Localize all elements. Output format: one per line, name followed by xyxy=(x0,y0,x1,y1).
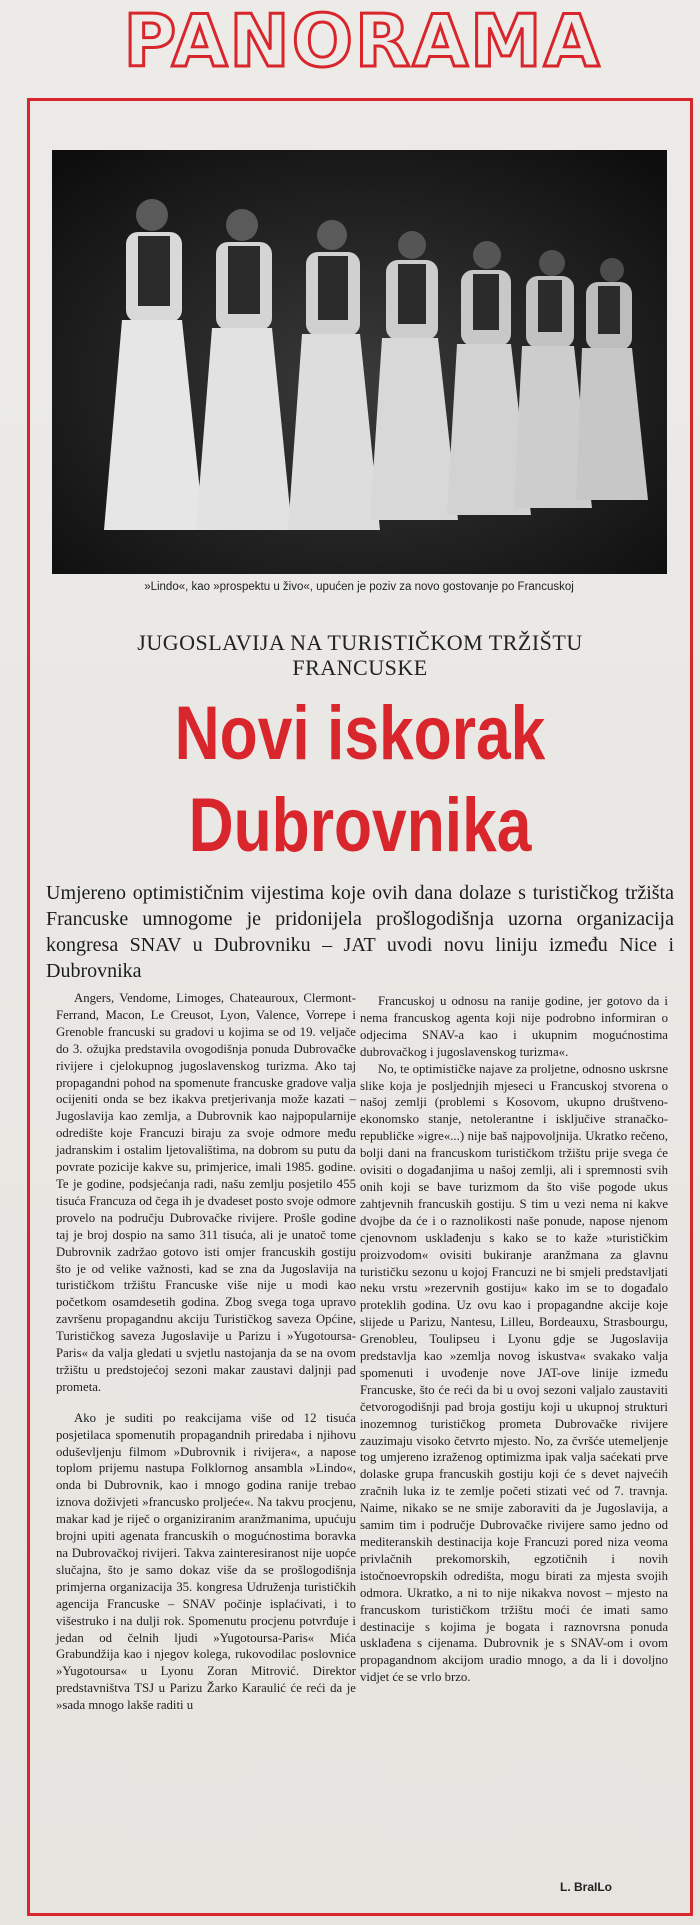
photo-caption: »Lindo«, kao »prospektu u živo«, upućen je poziv za novo gostovanje po Francuskoj xyxy=(144,581,574,593)
kicker-line-1: JUGOSLAVIJA NA TURISTIČKOM TRŽIŠTU xyxy=(137,630,583,655)
left-paragraph-2: Ako je suditi po reakcijama više od 12 tisuća posjetilaca spomenutih propagandnih priredaba i njihovu oduševljenju filmom »Dubrovnik i rivijera«, a napose toplom prijemu nastupa Folklornog ansambla »Lindo«, onda bi Dubrovnik, kao i mnogo godina ranije trebao iznova doživjeti »francusko proljeće«. Na takvu procjenu, makar kad je riječ o organiziranim aranžmanima, upućuju brojni upiti agenata francuskih o mogućnostima boravka na Dubrovačkoj rivijeri. Takva zainteresiranost nije uopće slučajna, što je samo dokaz više da se prošlogodišnja primjerna organizacija 35. kongresa Udruženja turističkih agencija Francuske – SNAV počinje isplaćivati, i to višestruko i na dulji rok. Spomenutu procjenu potvrđuje i jedan od čelnih ljudi »Yugotoursa-Paris« Mića Grabundžija kao i njegov kolega, rukovodilac poslovnice »Yugotoursa« u Lyonu Zoran Mitrović. Direktor predstavništva TSJ u Parizu Žarko Karaulić će reći da je »sada mnogo lakše raditi u xyxy=(56,1410,356,1713)
masthead xyxy=(30,0,695,83)
right-paragraph-2: No, te optimističke najave za proljetne, odnosno uskrsne slike koja je posljednjih mjeseci u Francuskoj stvorena o našoj zemlji (problemi s Kosovom, ukupno društveno-ekonomsko stanje, netolerantne i isključive stranačko-republičke »igre«...) nije baš najpovoljnija. Ukratko rečeno, bolji dani na francuskom turističkom tržištu prije svega će ovisiti o događanjima u našoj zemlji, ali i spremnosti svih onih koji se bave turizmom da što više pogode ukus zahtjevnih francuskih gostiju. S tim u vezi nema ni kakve dvojbe da će i o raznolikosti naše ponude, napose njenom cjenovnom usklađenju s kako se to kaže »turističkim proizvodom« ovisiti bukiranje aranžmana za glavnu turističku sezonu u kojoj Francuzi ne bi smjeli predstavljati neku vrstu »rezervnih gostiju« kako im se to događalo proteklih godina. Uz ovu kao i propagandne akcije koje slijede u Parizu, Nantesu, Lilleu, Bordeauxu, Strasbourgu, Grenobleu, Toulipseu i Lyonu gdje se Jugoslavija predstavlja kao »zemlja novog iskustva« svakako valja spomenuti i uvođenje nove JAT-ove linije između Francuske, što će reći da bi u ovoj sezoni valjalo zaustaviti četvorogodišnji pad broja gostiju koji u ukupnoj strukturi inozemnog turističkog prometa Dubrovačke rivijere zauzimaju visoko četvrto mjesto. No, za čvršće utemeljenje tog umjereno izraženog optimizma ipak valja saćekati prve dolaske grupa francuskih gostiju koji će s devet najvećih zračnih luka iz te zemlje početi stizati već od 7. travnja. Naime, nikako se ne smije zaboraviti da je Jugoslavija, a samim tim i područje Dubrovačke rivijere samo jedno od mediteranskih destinacija koje Francuzi pored niza veoma privlačnih prekomorskih, egzotičnih i novih istočnoevropskih odredišta, mogu birati za mjesta svojih odmora. Ukratko, a ni to nije nikakva novost – mjesto na francuskom turističkom tržištu moći će imati samo destinacije s kojima je bogata i raznovrsna ponuda usklađena s cijenama. Dubrovnik je s SNAV-om i ovom propagandnom akcijom uradio mnogo, a da li i dovoljno vidjet će se vrlo brzo. xyxy=(360,1061,668,1685)
left-paragraph-1: Angers, Vendome, Limoges, Chateauroux, Clermont-Ferrand, Macon, Le Creusot, Lyon, Valence, Vorrepe i Grenoble francuski su gradovi u kojima se od 19. veljače do 3. ožujka predstavila ovogodišnja ponuda Dubrovačke rivijere i cjelokupnog jugoslavenskog turizma. Ako taj propagandni pohod na spomenute francuske gradove valja ocijeniti onda se bez ikakva pretjerivanja može kazati – Jugoslavija kao zemlja, a Dubrovnik kao najpopularnije odredište koje Francuzi biraju za svoje odmore među jadranskim i ostalim ljetovalištima, na dobrom su putu da povrate pozicije kakve su, primjerice, imali 1985. godine. Te je godine, podsjećanja radi, našu zemlju posjetilo 455 tisuća Francuza od čega ih je dvadeset posto svoje odmore provelo na području Dubrovačke rivijere. Prošle godine taj je broj dospio na samo 311 tisuća, ali je unatoč tome Dubrovnik zadržao gotovo isti omjer francuskih gostiju što je od velike važnosti, kad se zna da Jugoslavija na turističkom tržištu Francuske više nije u modi kao početkom osamdesetih godina. Zbog svega toga upravo završenu propagandnu akciju Turističkog saveza Općine, Turističkog saveza Jugoslavije u Parizu i »Yugotoursa-Paris« da valja gledati u svjetlu nastojanja da se na ovom tržištu u predstojećoj sezoni makar zaustavi daljnji pad prometa. xyxy=(56,991,356,1394)
dancers-illustration xyxy=(52,150,667,574)
article-kicker xyxy=(60,630,660,680)
masthead-title: PANORAMA xyxy=(123,0,602,83)
author-byline: L. BraILo xyxy=(560,1880,613,1894)
folklore-photo xyxy=(52,150,667,574)
headline-line-1: Novi iskorak xyxy=(174,691,546,776)
article-column-right xyxy=(360,993,668,1686)
right-paragraph-1: Francuskoj u odnosu na ranije godine, jer gotovo da i nema francuskog agenta koji nije podrobno informiran o odjecima SNAV-a kao i ukupnim mogućnostima dubrovačkog i jugoslavenskog turizma«. xyxy=(360,994,668,1059)
article-headline xyxy=(98,688,623,872)
article-column-left xyxy=(56,990,356,1714)
article-lead: Umjereno optimističnim vijestima koje ovih dana dolaze s turističkog tržišta Francuske umnogome je pridonijela prošlogodišnja uzorna organizacija kongresa SNAV u Dubrovniku – JAT uvodi novu liniju između Nice i Dubrovnika xyxy=(46,882,674,982)
headline-line-2: Dubrovnika xyxy=(188,783,532,868)
kicker-line-2: FRANCUSKE xyxy=(292,655,428,680)
